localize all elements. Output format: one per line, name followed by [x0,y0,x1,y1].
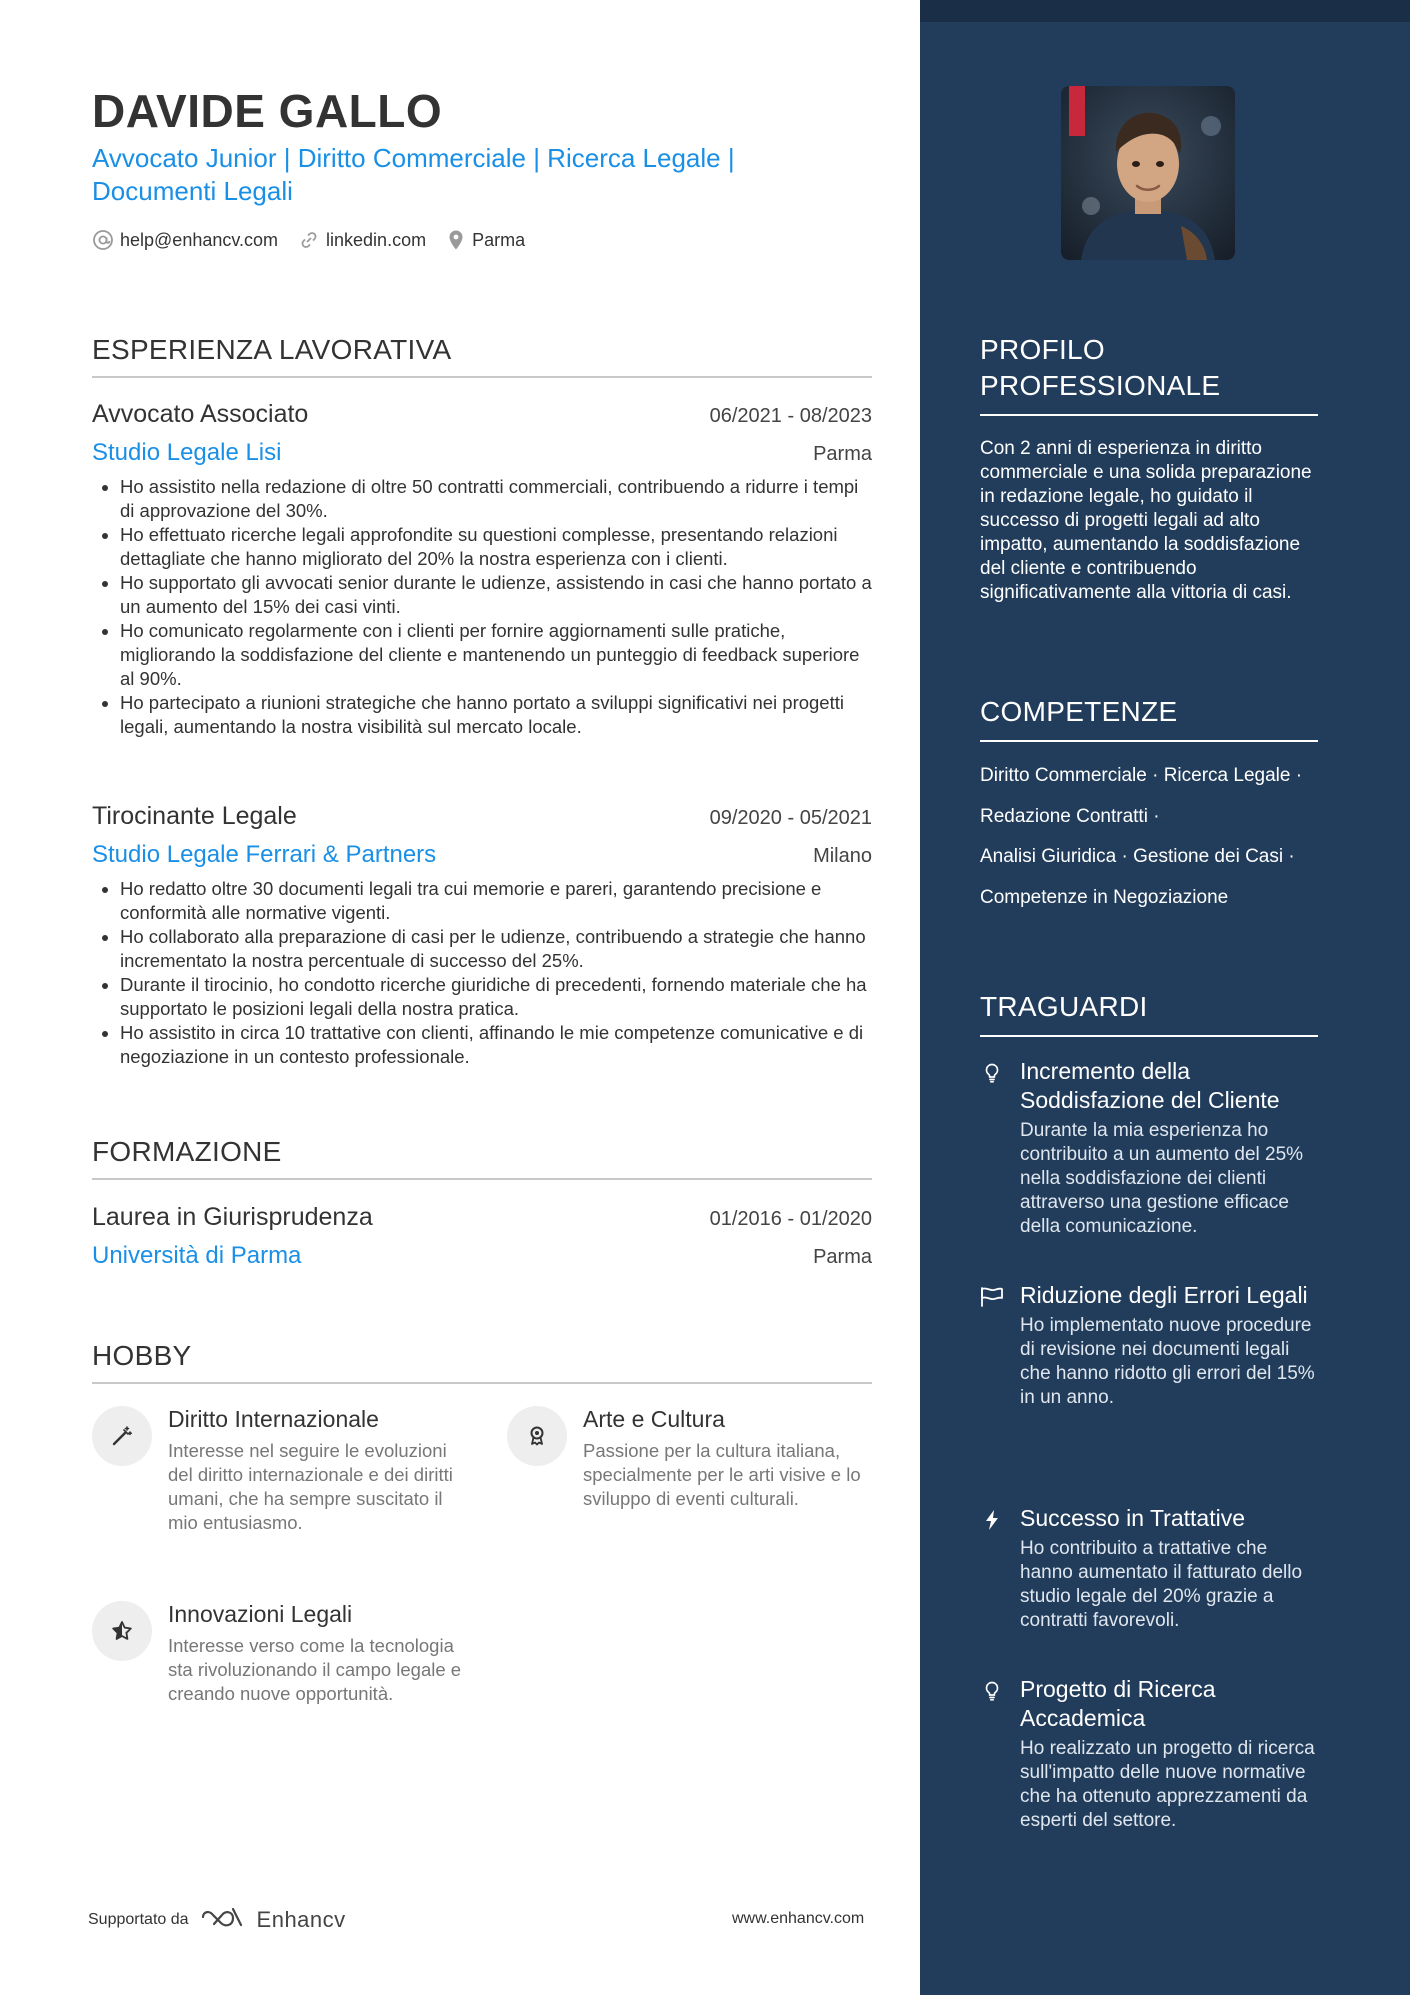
contact-linkedin[interactable] [298,229,426,251]
sidebar-top-strip [920,0,1410,22]
hobby-item [92,1601,472,1706]
skills-heading: COMPETENZE [980,694,1318,742]
skills-line: Analisi Giuridica · Gestione dei Casi · [980,846,1295,867]
skills-line: Redazione Contratti · [980,805,1160,827]
candidate-name: DAVIDE GALLO [92,85,443,137]
job-role: Avvocato Associato [92,400,309,428]
achievement-title: Successo in Trattative [1020,1505,1245,1531]
job-company[interactable]: Studio Legale Lisi [92,439,282,466]
profile-text: Con 2 anni di esperienza in diritto commerciale e una solida preparazione in redazione legale, ho guidato il successo di progetti legali ad alto impatto, aumentando la soddisfazione del cliente e contribuendo significativamente alla vittoria di casi. [980,438,1312,603]
achievement-item [980,1675,1320,1833]
footer-url[interactable]: www.enhancv.com [732,1910,865,1927]
job-bullet: • Ho partecipato a riunioni strategiche che hanno portato a sviluppi significativi nei progetti legali, aumentando la nostra visibilità sul mercato locale. [120,691,872,739]
profile-photo [1061,86,1235,260]
achievement-description: Ho realizzato un progetto di ricerca sull'impatto delle nuove normative che ha ottenuto apprezzamenti da esperti del settore. [1020,1738,1315,1831]
linkedin-text: linkedin.com [326,229,427,250]
job-bullet: • Ho comunicato regolarmente con i clienti per fornire aggiornamenti sulle pratiche, migliorando la soddisfazione del cliente e mantenendo un punteggio di feedback superiore al 90%. [120,619,872,691]
school[interactable]: Università di Parma [92,1242,302,1269]
job-bullet: • Ho assistito in circa 10 trattative con clienti, affinando le mie competenze comunicative e di negoziazione in un contesto professionale. [120,1021,872,1069]
achievement-title: Progetto di Ricerca Accademica [1020,1676,1216,1731]
skills-list [980,756,1330,918]
hobby-title: Diritto Internazionale [168,1406,379,1432]
hobby-title: Innovazioni Legali [168,1601,353,1627]
location-text: Parma [472,229,526,250]
contact-location [446,229,525,251]
contact-bar [92,229,525,251]
magic-wand-icon [92,1406,152,1466]
star-half-icon [92,1601,152,1661]
achievement-description: Ho contribuito a trattative che hanno aumentato il fatturato dello studio legale del 20% grazie a contratti favorevoli. [1020,1538,1303,1631]
footer-powered-by [88,1905,346,1934]
job-dates: 09/2020 - 05/2021 [709,807,872,829]
hobby-item [92,1406,472,1535]
hobby-title: Arte e Cultura [583,1406,725,1432]
achievement-item [980,1281,1320,1410]
achievement-item [980,1504,1320,1633]
footer-brand: Enhancv [256,1906,346,1932]
achievement-title: Incremento della Soddisfazione del Cliente [1020,1058,1280,1113]
achievements-heading: TRAGUARDI [980,989,1318,1037]
powered-by-label: Supportato da [88,1910,189,1928]
achievement-item [980,1057,1320,1239]
job-bullet: • Ho effettuato ricerche legali approfondite su questioni complesse, presentando relazioni dettagliate che hanno migliorato del 20% la nostra esperienza con i clienti. [120,523,872,571]
job-role: Tirocinante Legale [92,802,297,830]
hobby-heading: HOBBY [92,1340,872,1384]
contact-email[interactable] [92,229,278,251]
job-entry [92,802,872,1069]
job-dates: 06/2021 - 08/2023 [709,405,872,427]
experience-heading: ESPERIENZA LAVORATIVA [92,334,872,378]
job-bullet: • Ho supportato gli avvocati senior durante le udienze, assistendo in casi che hanno portato a un aumento del 15% dei casi vinti. [120,571,872,619]
lightbulb-icon [980,1057,1004,1239]
candidate-title: Avvocato Junior | Diritto Commerciale | Ricerca Legale | Documenti Legali [92,143,735,206]
hobby-description: Interesse verso come la tecnologia sta rivoluzionando il campo legale e creando nuove opportunità. [168,1635,462,1704]
education-dates: 01/2016 - 01/2020 [709,1208,872,1230]
job-location: Parma [813,443,872,465]
job-bullet: • Ho assistito nella redazione di oltre 50 contratti commerciali, contribuendo a ridurre i tempi di approvazione del 30%. [120,475,872,523]
job-bullet: • Ho collaborato alla preparazione di casi per le udienze, contribuendo a strategie che hanno incrementato la nostra percentuale di successo del 25%. [120,925,872,973]
education-entry [92,1203,872,1270]
job-bullets [92,877,872,1069]
hobby-item [507,1406,877,1511]
profile-heading: PROFILO PROFESSIONALE [980,332,1318,416]
education-location: Parma [813,1246,872,1268]
skills-line: Competenze in Negoziazione [980,886,1229,908]
achievement-description: Durante la mia esperienza ho contribuito a un aumento del 25% nella soddisfazione dei clienti attraverso una gestione efficace della comunicazione. [1020,1120,1304,1237]
location-pin-icon [446,229,466,251]
lightbulb-icon [980,1675,1004,1833]
degree: Laurea in Giurisprudenza [92,1203,373,1231]
enhancv-logo-icon [199,1905,247,1934]
skills-line: Diritto Commerciale · Ricerca Legale · [980,765,1303,786]
achievement-title: Riduzione degli Errori Legali [1020,1282,1308,1308]
award-ribbon-icon [507,1406,567,1466]
job-entry [92,400,872,739]
link-icon [298,229,320,251]
achievement-description: Ho implementato nuove procedure di revisione nei documenti legali che hanno ridotto gli errori del 15% in un anno. [1020,1315,1315,1408]
job-bullet: • Ho redatto oltre 30 documenti legali tra cui memorie e pareri, garantendo precisione e conformità alle normative vigenti. [120,877,872,925]
hobby-description: Interesse nel seguire le evoluzioni del diritto internazionale e dei diritti umani, che ha sempre suscitato il mio entusiasmo. [168,1440,453,1533]
education-heading: FORMAZIONE [92,1136,872,1180]
flag-icon [980,1281,1004,1410]
job-company[interactable]: Studio Legale Ferrari & Partners [92,841,437,868]
lightning-icon [980,1504,1004,1633]
job-bullets [92,475,872,739]
hobby-description: Passione per la cultura italiana, specialmente per le arti visive e lo sviluppo di eventi culturali. [583,1440,861,1509]
email-text: help@enhancv.com [120,229,279,250]
job-location: Milano [813,845,872,867]
job-bullet: • Durante il tirocinio, ho condotto ricerche giuridiche di precedenti, fornendo materiale che ha supportato le posizioni legali della nostra pratica. [120,973,872,1021]
at-icon [92,229,114,251]
